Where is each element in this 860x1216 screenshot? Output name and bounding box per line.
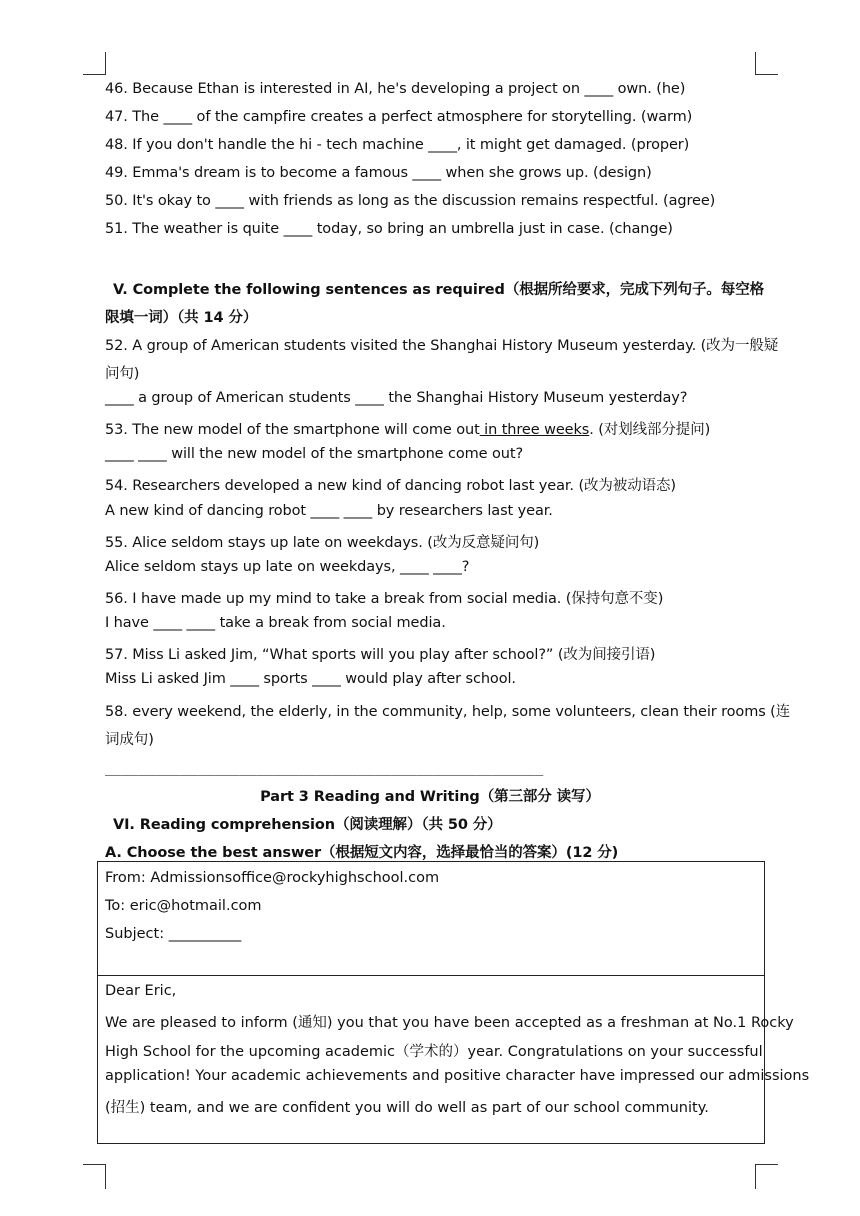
- section-v-heading: V. Complete the following sentences as required（根据所给要求，完成下列句子。每空格: [113, 282, 765, 298]
- crop-mark-top-right: [755, 52, 778, 75]
- question-53-instruction: . (对划线部分提问): [589, 422, 711, 438]
- answer-55: Alice seldom stays up late on weekdays, ____ ____?: [105, 559, 470, 575]
- email-from: From: Admissionsoffice@rockyhighschool.com: [105, 870, 440, 886]
- question-47: 47. The ____ of the campfire creates a perfect atmosphere for storytelling. (warm): [105, 109, 693, 125]
- answer-58-line: ____________________________________________________: [105, 760, 544, 776]
- question-56: 56. I have made up my mind to take a break from social media. (保持句意不变): [105, 591, 664, 607]
- crop-mark-top-left: [83, 52, 106, 75]
- question-53-underlined: in three weeks: [479, 422, 590, 438]
- answer-57: Miss Li asked Jim ____ sports ____ would play after school.: [105, 671, 516, 687]
- answer-56: I have ____ ____ take a break from social media.: [105, 615, 446, 631]
- section-vi-heading: VI. Reading comprehension（阅读理解）（共 50 分）: [113, 817, 502, 833]
- answer-53: ____ ____ will the new model of the smartphone come out?: [105, 446, 524, 462]
- answer-54: A new kind of dancing robot ____ ____ by researchers last year.: [105, 503, 553, 519]
- email-greeting: Dear Eric,: [105, 983, 177, 999]
- question-46: 46. Because Ethan is interested in AI, he's developing a project on ____ own. (he): [105, 81, 686, 97]
- question-53-text: 53. The new model of the smartphone will come out: [105, 422, 480, 438]
- question-48: 48. If you don't handle the hi - tech machine ____, it might get damaged. (proper): [105, 137, 690, 153]
- email-body-line-3: application! Your academic achievements and positive character have impressed our admissions: [105, 1068, 810, 1084]
- question-49: 49. Emma's dream is to become a famous ____ when she grows up. (design): [105, 165, 652, 181]
- question-58: 58. every weekend, the elderly, in the community, help, some volunteers, clean their rooms (连: [105, 704, 791, 720]
- email-body-line-2: High School for the upcoming academic（学术的）year. Congratulations on your successful: [105, 1044, 763, 1060]
- question-58-cont: 词成句): [105, 732, 154, 748]
- email-body-line-1: We are pleased to inform (通知) you that you have been accepted as a freshman at No.1 Rocky: [105, 1015, 794, 1031]
- email-subject: Subject: __________: [105, 926, 242, 942]
- email-body-line-4: (招生) team, and we are confident you will do well as part of our school community.: [105, 1100, 709, 1116]
- crop-mark-bottom-right: [755, 1164, 778, 1189]
- section-a-heading: A. Choose the best answer（根据短文内容，选择最恰当的答案）(12 分): [105, 845, 619, 861]
- question-51: 51. The weather is quite ____ today, so bring an umbrella just in case. (change): [105, 221, 673, 237]
- email-to: To: eric@hotmail.com: [105, 898, 262, 914]
- answer-52: ____ a group of American students ____ the Shanghai History Museum yesterday?: [105, 390, 688, 406]
- question-54: 54. Researchers developed a new kind of dancing robot last year. (改为被动语态): [105, 478, 676, 494]
- question-52: 52. A group of American students visited the Shanghai History Museum yesterday. (改为一般疑: [105, 338, 779, 354]
- question-52-cont: 问句): [105, 366, 140, 382]
- crop-mark-bottom-left: [83, 1164, 106, 1189]
- question-57: 57. Miss Li asked Jim, “What sports will you play after school?” (改为间接引语): [105, 647, 656, 663]
- part-3-title: Part 3 Reading and Writing（第三部分 读写）: [260, 789, 600, 805]
- question-53: [105, 418, 710, 439]
- question-55: 55. Alice seldom stays up late on weekdays. (改为反意疑问句): [105, 535, 540, 551]
- question-50: 50. It's okay to ____ with friends as long as the discussion remains respectful. (agree): [105, 193, 716, 209]
- section-v-heading-cont: 限填一词）（共 14 分）: [105, 310, 258, 326]
